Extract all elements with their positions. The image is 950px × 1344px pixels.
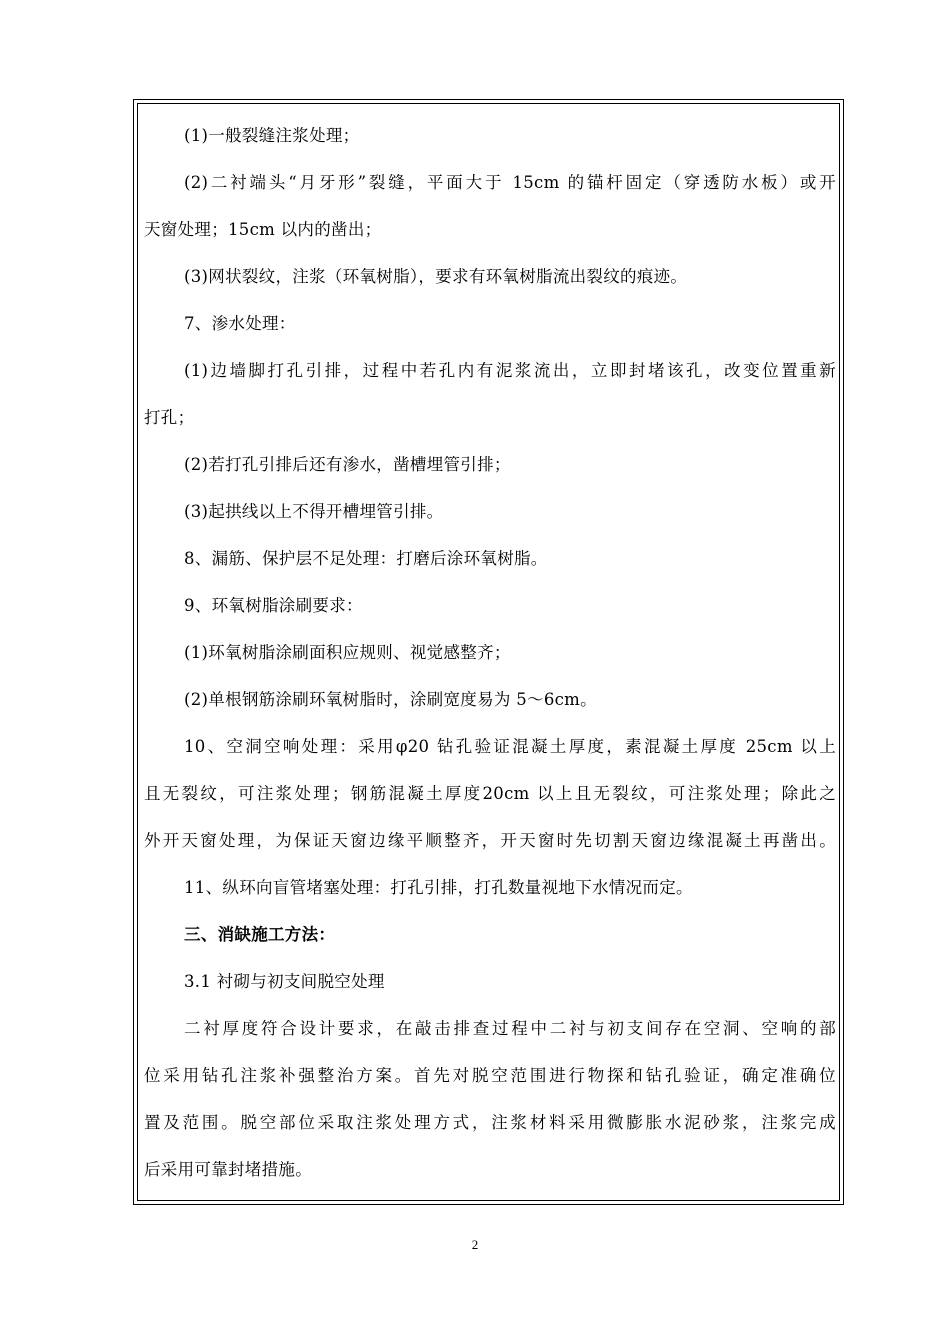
paragraph-line: (1)环氧树脂涂刷面积应规则、视觉感整齐； — [184, 643, 511, 662]
paragraph-line: (2)若打孔引排后还有渗水，凿槽埋管引排； — [184, 455, 511, 474]
paragraph-line: 且无裂纹，可注浆处理；钢筋混凝土厚度20cm 以上且无裂纹，可注浆处理；除此之 — [144, 784, 836, 803]
paragraph-line: (2)单根钢筋涂刷环氧树脂时，涂刷宽度易为 5～6cm。 — [184, 690, 597, 709]
page-number: 2 — [471, 1237, 479, 1252]
paragraph-line: 二衬厚度符合设计要求，在敲击排查过程中二衬与初支间存在空洞、空响的部 — [184, 1019, 836, 1038]
document-body — [144, 112, 836, 1193]
section-heading-8: 8、漏筋、保护层不足处理：打磨后涂环氧树脂。 — [184, 549, 548, 568]
section-heading-9: 9、环氧树脂涂刷要求： — [184, 596, 363, 615]
paragraph-line: 后采用可靠封堵措施。 — [144, 1160, 312, 1179]
paragraph-line: (3)起拱线以上不得开槽埋管引排。 — [184, 502, 444, 521]
section-heading-7: 7、渗水处理： — [184, 314, 296, 333]
paragraph-line: 位采用钻孔注浆补强整治方案。首先对脱空范围进行物探和钻孔验证，确定准确位 — [144, 1066, 836, 1085]
section-heading-3: 三、消缺施工方法： — [184, 925, 336, 944]
paragraph-line: (3)网状裂纹，注浆（环氧树脂），要求有环氧树脂流出裂纹的痕迹。 — [184, 267, 688, 286]
paragraph-line: 置及范围。脱空部位采取注浆处理方式，注浆材料采用微膨胀水泥砂浆，注浆完成 — [144, 1113, 836, 1132]
paragraph-line: (2)二衬端头“月牙形”裂缝，平面大于 15cm 的锚杆固定（穿透防水板）或开 — [184, 173, 836, 192]
paragraph-line: 天窗处理；15cm 以内的凿出； — [144, 220, 382, 239]
paragraph-line: 10、空洞空响处理：采用φ20 钻孔验证混凝土厚度，素混凝土厚度 25cm 以上 — [184, 737, 836, 756]
paragraph-line: 外开天窗处理，为保证天窗边缘平顺整齐，开天窗时先切割天窗边缘混凝土再凿出。 — [144, 831, 836, 850]
paragraph-line: 打孔； — [144, 408, 195, 427]
section-heading-11: 11、纵环向盲管堵塞处理：打孔引排，打孔数量视地下水情况而定。 — [184, 878, 693, 897]
paragraph-line: (1)一般裂缝注浆处理； — [184, 126, 360, 145]
subsection-heading-3-1: 3.1 衬砌与初支间脱空处理 — [184, 972, 385, 991]
paragraph-line: (1)边墙脚打孔引排，过程中若孔内有泥浆流出，立即封堵该孔，改变位置重新 — [184, 361, 836, 380]
